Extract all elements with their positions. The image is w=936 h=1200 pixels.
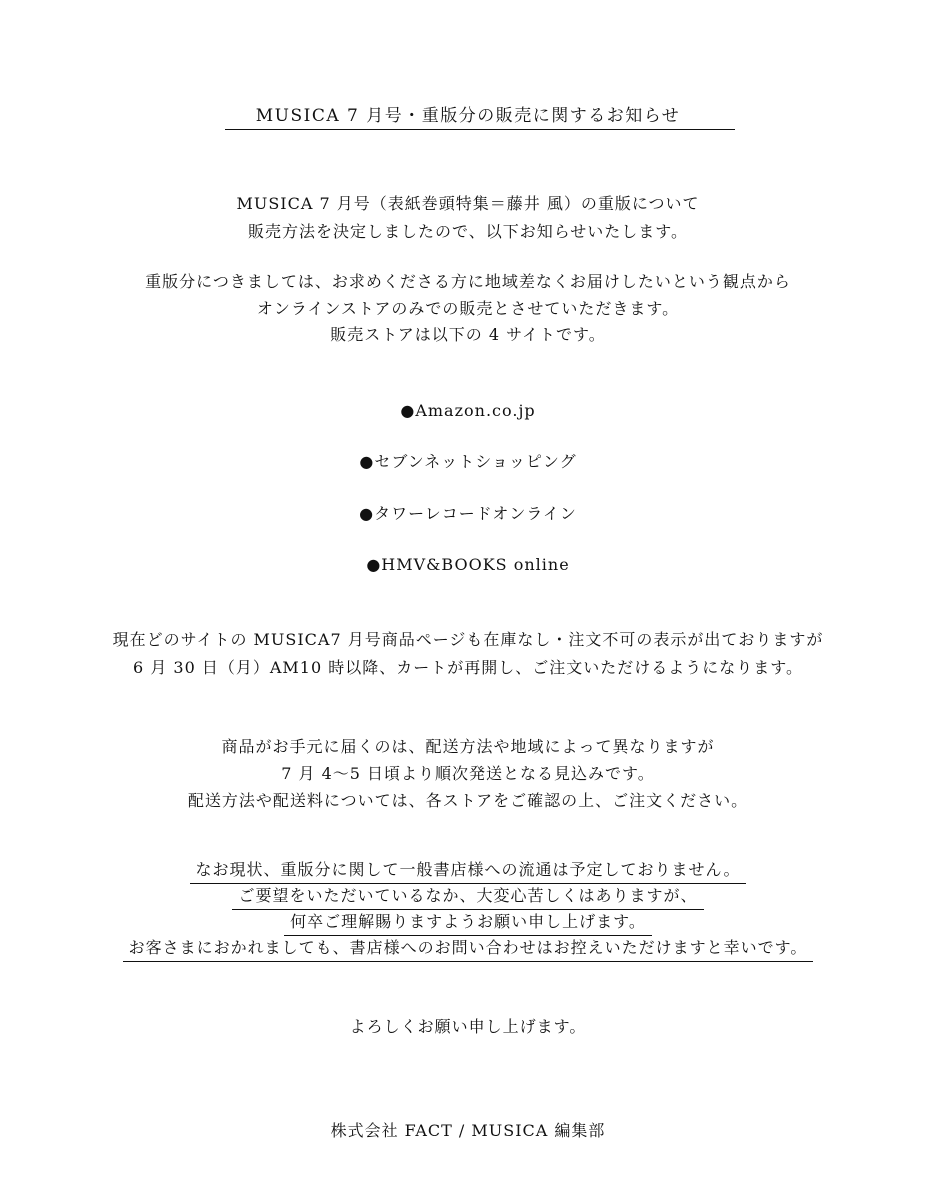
notice-line-2 xyxy=(0,884,936,910)
policy-line-2: オンラインストアのみでの販売とさせていただきます。 xyxy=(256,299,680,318)
store-item-amazon: ●Amazon.co.jp xyxy=(400,401,536,420)
notice-text-1: なお現状、重版分に関して一般書店様への流通は予定しておりません。 xyxy=(190,858,747,884)
signature: 株式会社 FACT / MUSICA 編集部 xyxy=(330,1121,606,1140)
notice-line-3 xyxy=(0,910,936,936)
shipping-line-3: 配送方法や配送料については、各ストアをご確認の上、ご注文ください。 xyxy=(187,791,749,810)
store-item-hmv-books: ●HMV&BOOKS online xyxy=(366,555,570,574)
notice-text-4: お客さまにおかれましても、書店様へのお問い合わせはお控えいただけますと幸いです。 xyxy=(123,936,814,962)
policy-line-1: 重版分につきましては、お求めくださる方に地域差なくお届けしたいという観点から xyxy=(145,272,791,291)
notice-line-1 xyxy=(0,858,936,884)
stock-line-2: 6 月 30 日（月）AM10 時以降、カートが再開し、ご注文いただけるようになります。 xyxy=(133,658,803,677)
store-item-tower-records: ●タワーレコードオンライン xyxy=(359,504,577,523)
policy-line-3: 販売ストアは以下の 4 サイトです。 xyxy=(330,325,606,344)
page-title: MUSICA 7 月号・重版分の販売に関するお知らせ xyxy=(255,106,681,126)
shipping-line-2: 7 月 4〜5 日頃より順次発送となる見込みです。 xyxy=(281,764,655,783)
stock-line-1: 現在どのサイトの MUSICA7 月号商品ページも在庫なし・注文不可の表示が出ておりますが xyxy=(112,630,824,649)
notice-text-2: ご要望をいただいているなか、大変心苦しくはありますが、 xyxy=(232,884,703,910)
store-item-seven-net: ●セブンネットショッピング xyxy=(359,452,577,471)
notice-line-4 xyxy=(0,936,936,962)
intro-line-2: 販売方法を決定しましたので、以下お知らせいたします。 xyxy=(248,222,688,241)
intro-line-1: MUSICA 7 月号（表紙巻頭特集＝藤井 風）の重版について xyxy=(236,194,700,213)
notice-text-3: 何卒ご理解賜りますようお願い申し上げます。 xyxy=(284,910,652,936)
closing-line: よろしくお願い申し上げます。 xyxy=(349,1017,587,1036)
title-underline xyxy=(225,129,735,130)
shipping-line-1: 商品がお手元に届くのは、配送方法や地域によって異なりますが xyxy=(221,737,715,756)
